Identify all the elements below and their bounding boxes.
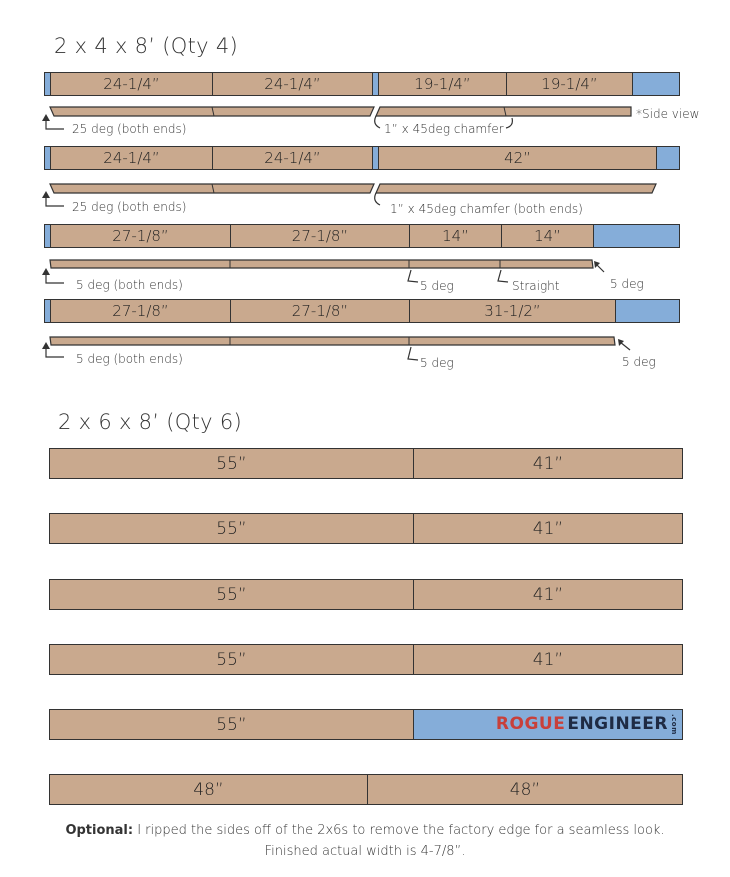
- board-2x6-6: [49, 774, 683, 805]
- waste-segment: [633, 73, 679, 95]
- cut-segment: 27-1/8”: [231, 225, 410, 247]
- cut-segment: 41”: [532, 584, 564, 605]
- waste-segment: [657, 147, 679, 169]
- annotation-bevel: 25 deg (both ends): [72, 200, 187, 214]
- annotation-straight: Straight: [512, 279, 560, 293]
- board-2x6-4: [49, 644, 683, 675]
- cut-segment: 48”: [50, 775, 368, 804]
- annotation-chamfer: 1” x 45deg chamfer (both ends): [390, 202, 583, 216]
- annotation-bevel: 5 deg (both ends): [76, 278, 183, 292]
- board-2x4-4: [44, 299, 680, 323]
- cut-segment: 27-1/8”: [231, 300, 410, 322]
- annotation-bevel: 5 deg (both ends): [76, 352, 183, 366]
- board-2x6-5: [49, 709, 683, 740]
- section-title-2x4: 2 x 4 x 8’ (Qty 4): [54, 34, 239, 58]
- cut-segment: 14”: [410, 225, 502, 247]
- waste-segment: [414, 710, 682, 739]
- cut-segment: 27-1/8”: [51, 300, 231, 322]
- footer-label: Optional:: [65, 823, 134, 838]
- cut-segment: 48”: [509, 779, 541, 800]
- waste-segment: [616, 300, 679, 322]
- board-2x4-2: [44, 146, 680, 170]
- cut-segment: 19-1/4”: [379, 73, 507, 95]
- cut-segment: 41”: [532, 649, 564, 670]
- cut-segment: 55”: [50, 645, 414, 674]
- cut-segment: 55”: [50, 580, 414, 609]
- annotation-angle: 5 deg: [420, 356, 454, 370]
- cut-segment: 24-1/4”: [51, 147, 213, 169]
- waste-segment: [594, 225, 679, 247]
- cut-segment: 42”: [379, 147, 657, 169]
- cut-segment: 31-1/2”: [410, 300, 616, 322]
- cut-segment: 41”: [532, 453, 564, 474]
- section-title-2x6: 2 x 6 x 8’ (Qty 6): [58, 410, 243, 434]
- board-2x6-3: [49, 579, 683, 610]
- cut-segment: 41”: [532, 518, 564, 539]
- logo-part-1: ROGUE: [495, 714, 566, 735]
- cut-segment: 55”: [50, 710, 414, 739]
- cut-segment: 55”: [50, 514, 414, 543]
- footer-note: [0, 820, 730, 862]
- board-2x6-2: [49, 513, 683, 544]
- logo-suffix: .com: [670, 714, 678, 735]
- board-2x4-1: [44, 72, 680, 96]
- annotation-angle: 5 deg: [610, 277, 644, 291]
- board-2x4-3: [44, 224, 680, 248]
- footer-line-1: [0, 820, 730, 841]
- cut-segment: 24-1/4”: [51, 73, 213, 95]
- annotation-chamfer: 1” x 45deg chamfer: [384, 122, 504, 136]
- side-view-label: *Side view: [636, 107, 700, 121]
- annotation-bevel: 25 deg (both ends): [72, 122, 187, 136]
- footer-line-2: Finished actual width is 4-7/8”.: [264, 844, 466, 859]
- logo-part-2: ENGINEER: [567, 714, 668, 735]
- annotation-angle: 5 deg: [420, 279, 454, 293]
- cut-segment: 19-1/4”: [507, 73, 633, 95]
- cut-segment: 27-1/8”: [51, 225, 231, 247]
- cut-segment: 14”: [502, 225, 594, 247]
- annotation-angle: 5 deg: [622, 355, 656, 369]
- board-2x6-1: [49, 448, 683, 479]
- cut-segment: 24-1/4”: [213, 73, 373, 95]
- cut-segment: 24-1/4”: [213, 147, 373, 169]
- cut-segment: 55”: [50, 449, 414, 478]
- rogue-engineer-logo: [496, 714, 678, 735]
- footer-text: I ripped the sides off of the 2x6s to remove the factory edge for a seamless look.: [133, 823, 665, 838]
